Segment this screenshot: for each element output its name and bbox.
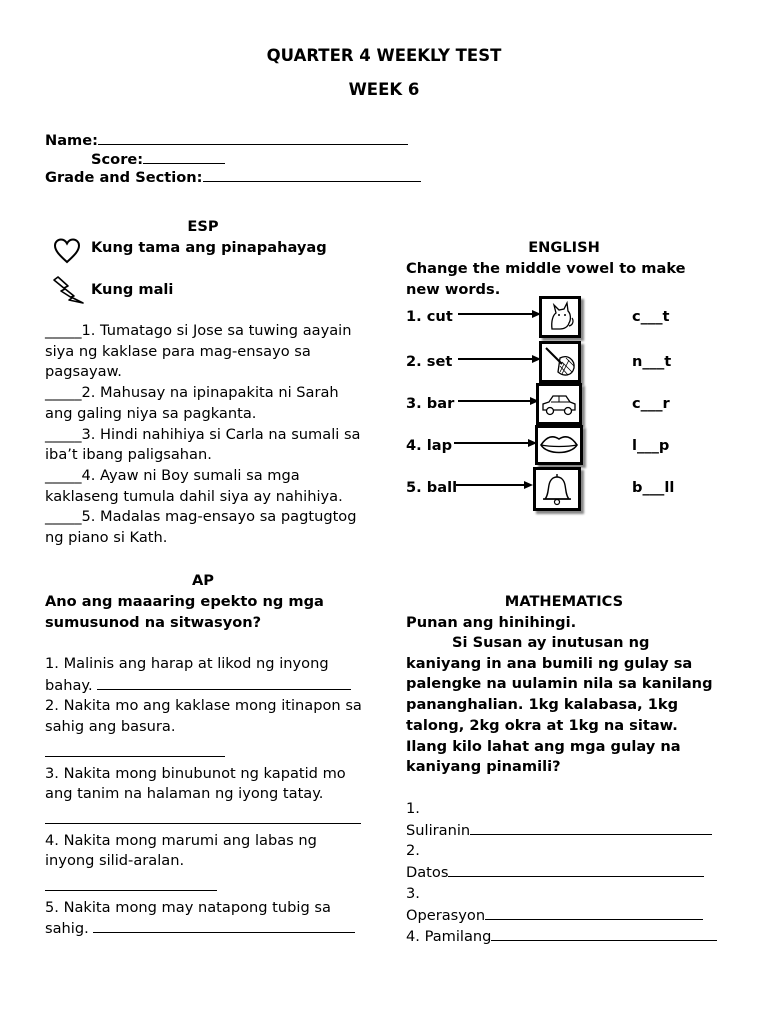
legend-true-text: Kung tama ang pinapahayag bbox=[91, 239, 327, 256]
math-heading: MATHEMATICS bbox=[504, 593, 624, 610]
esp-item-1: _____1. Tumatago si Jose sa tuwing aayain siya ng kaklase para mag-ensayo sa pagsayaw. bbox=[45, 322, 352, 381]
legend-false-text: Kung mali bbox=[91, 281, 174, 298]
cat-icon bbox=[539, 296, 581, 338]
answer-blank[interactable] bbox=[45, 876, 217, 891]
english-answer-2: n___t bbox=[632, 353, 672, 370]
step-datos: Datos bbox=[406, 862, 736, 884]
english-answer-1: c___t bbox=[632, 308, 670, 325]
net-icon bbox=[539, 341, 581, 383]
week-label: WEEK 6 bbox=[348, 80, 420, 99]
esp-item-4: _____4. Ayaw ni Boy sumali sa mga kaklaseng tumula dahil siya ay nahihiya. bbox=[45, 466, 343, 505]
english-row-4 bbox=[406, 425, 746, 467]
english-heading: ENGLISH bbox=[528, 239, 600, 256]
arrow-icon bbox=[458, 396, 540, 406]
score-blank[interactable] bbox=[143, 149, 225, 164]
ap-item-1: 1. Malinis ang harap at likod ng inyong bahay. bbox=[45, 654, 363, 696]
esp-item-5: _____5. Madalas mag-ensayo sa pagtugtog ng piano si Kath. bbox=[45, 508, 357, 547]
english-row-1 bbox=[406, 296, 746, 338]
car-icon bbox=[536, 383, 582, 425]
arrow-icon bbox=[454, 438, 538, 448]
math-instruction: Punan ang hinihingi. bbox=[406, 614, 577, 631]
math-problem: Si Susan ay inutusan ng kaniyang in ana bumili ng gulay sa palengke na uulamin nila sa kanilang pananghalian. 1kg kalabasa, 1kg talong, 2kg okra at 1kg na sitaw. Ilang kilo lahat ang mga gulay na kaniyang pinamili? bbox=[406, 634, 713, 776]
ap-question: Ano ang maaaring epekto ng mga sumusunod na sitwasyon? bbox=[45, 593, 324, 631]
answer-blank[interactable] bbox=[491, 926, 717, 941]
ap-item-5: 5. Nakita mong may natapong tubig sa sahig. bbox=[45, 898, 363, 940]
english-word-5: 5. ball bbox=[406, 479, 458, 496]
bell-icon bbox=[533, 467, 581, 511]
english-answer-4: l___p bbox=[632, 437, 670, 454]
step-number: 3. bbox=[406, 884, 420, 902]
heart-icon bbox=[53, 237, 81, 272]
name-blank[interactable] bbox=[98, 130, 408, 145]
esp-items bbox=[45, 321, 363, 549]
arrow-icon bbox=[458, 309, 542, 319]
ap-item-4: 4. Nakita mong marumi ang labas ng inyong silid-aralan. bbox=[45, 831, 317, 870]
lips-icon bbox=[535, 425, 583, 465]
english-word-2: 2. set bbox=[406, 353, 453, 370]
ap-item-2: 2. Nakita mo ang kaklase mong itinapon sa sahig ang basura. bbox=[45, 697, 362, 736]
grade-label: Grade and Section: bbox=[45, 169, 203, 186]
name-label: Name: bbox=[45, 132, 99, 149]
grade-blank[interactable] bbox=[203, 167, 421, 182]
step-number: 2. bbox=[406, 842, 420, 860]
english-answer-3: c___r bbox=[632, 395, 670, 412]
step-operasyon: Operasyon bbox=[406, 905, 736, 927]
page-title: QUARTER 4 WEEKLY TEST bbox=[266, 46, 502, 65]
ap-item-3: 3. Nakita mong binubunot ng kapatid mo ang tanim na halaman ng iyong tatay. bbox=[45, 764, 346, 803]
esp-item-3: _____3. Hindi nahihiya si Carla na sumali sa iba’t ibang paligsahan. bbox=[45, 425, 361, 464]
answer-blank[interactable] bbox=[470, 820, 712, 835]
arrow-icon bbox=[458, 354, 542, 364]
english-row-3 bbox=[406, 383, 746, 425]
step-suliranin: Suliranin bbox=[406, 820, 736, 842]
english-row-2 bbox=[406, 341, 746, 383]
esp-heading: ESP bbox=[187, 218, 219, 235]
step-number: 1. bbox=[406, 800, 420, 817]
english-row-5 bbox=[406, 467, 746, 509]
math-steps bbox=[406, 799, 736, 948]
english-instruction: Change the middle vowel to make new words. bbox=[406, 260, 686, 298]
english-answer-5: b___ll bbox=[632, 479, 675, 496]
english-word-4: 4. lap bbox=[406, 437, 453, 454]
answer-blank[interactable] bbox=[93, 918, 355, 933]
english-word-1: 1. cut bbox=[406, 308, 453, 325]
lightning-icon bbox=[52, 275, 86, 312]
answer-blank[interactable] bbox=[448, 862, 704, 877]
score-label: Score: bbox=[91, 151, 144, 168]
esp-item-2: _____2. Mahusay na ipinapakita ni Sarah ang galing niya sa pagkanta. bbox=[45, 384, 339, 422]
answer-blank[interactable] bbox=[45, 742, 225, 757]
answer-blank[interactable] bbox=[97, 675, 351, 690]
english-word-3: 3. bar bbox=[406, 395, 455, 412]
ap-heading: AP bbox=[192, 572, 214, 589]
answer-blank[interactable] bbox=[485, 905, 703, 920]
arrow-icon bbox=[456, 480, 534, 490]
answer-blank[interactable] bbox=[45, 809, 361, 824]
ap-items bbox=[45, 654, 363, 940]
step-pamilang: 4. Pamilang bbox=[406, 926, 736, 948]
grade-field[interactable] bbox=[45, 167, 421, 189]
